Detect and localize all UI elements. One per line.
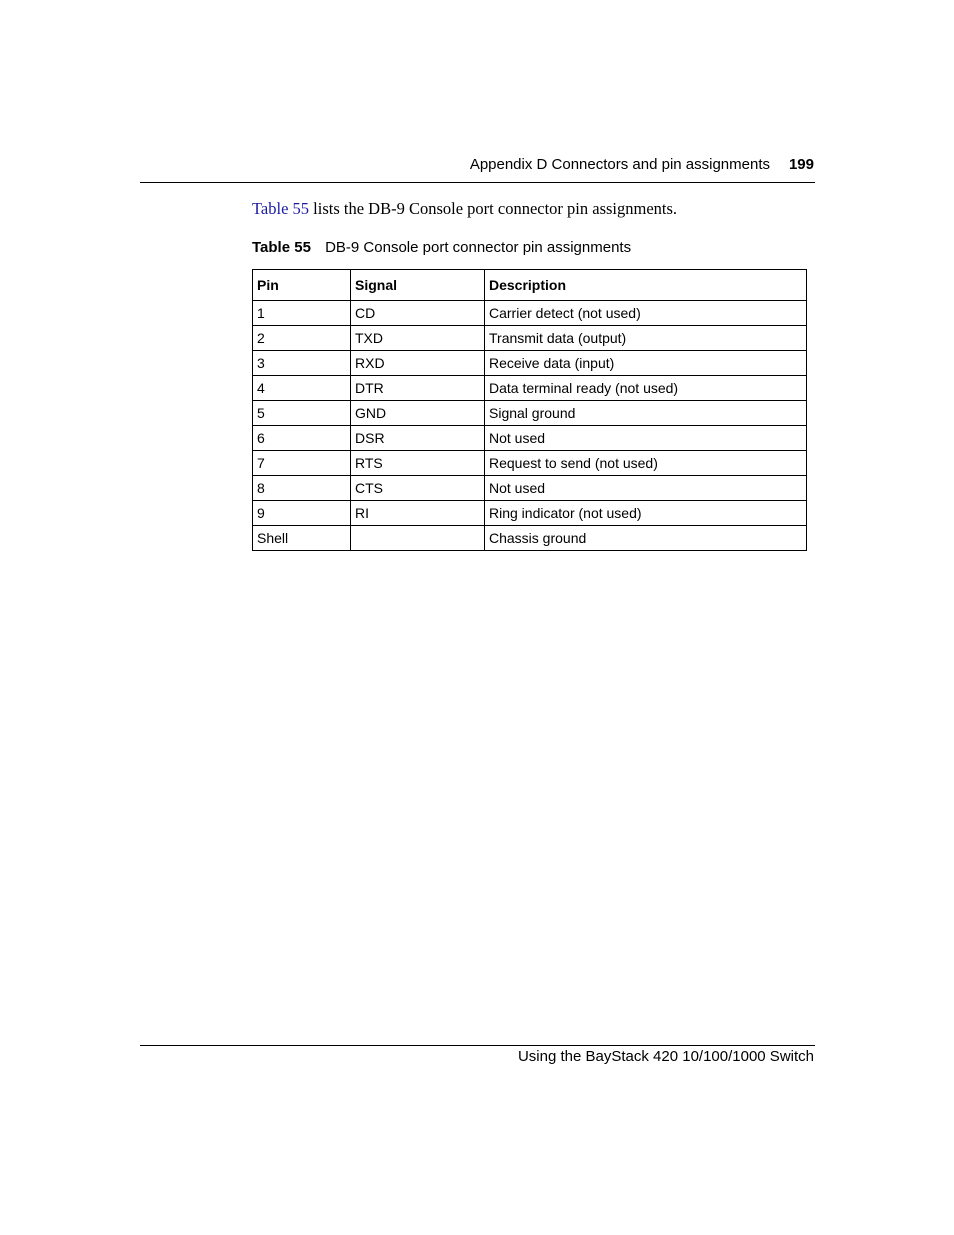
table-row — [253, 451, 807, 476]
column-header-pin: Pin — [253, 270, 351, 301]
signal-cell: DTR — [351, 376, 485, 401]
table-reference-link[interactable]: Table 55 — [252, 199, 310, 218]
pin-cell: 6 — [253, 426, 351, 451]
description-cell: Not used — [485, 426, 807, 451]
table-caption-label: Table 55 — [252, 239, 311, 256]
page-footer — [140, 1045, 815, 1065]
table-row — [253, 301, 807, 326]
signal-cell — [351, 526, 485, 551]
signal-cell: RXD — [351, 351, 485, 376]
intro-text: lists the DB-9 Console port connector pin assignments. — [309, 199, 678, 218]
description-cell: Chassis ground — [485, 526, 807, 551]
pin-cell: 4 — [253, 376, 351, 401]
column-header-description: Description — [485, 270, 807, 301]
signal-cell: RI — [351, 501, 485, 526]
pin-cell: 3 — [253, 351, 351, 376]
header-title: Appendix D Connectors and pin assignments — [469, 156, 770, 173]
pin-cell: 2 — [253, 326, 351, 351]
table-row — [253, 351, 807, 376]
pin-cell: 5 — [253, 401, 351, 426]
description-cell: Receive data (input) — [485, 351, 807, 376]
description-cell: Carrier detect (not used) — [485, 301, 807, 326]
signal-cell: GND — [351, 401, 485, 426]
pin-cell: Shell — [253, 526, 351, 551]
signal-cell: TXD — [351, 326, 485, 351]
table-row — [253, 476, 807, 501]
signal-cell: CD — [351, 301, 485, 326]
description-cell: Data terminal ready (not used) — [485, 376, 807, 401]
signal-cell: RTS — [351, 451, 485, 476]
description-cell: Ring indicator (not used) — [485, 501, 807, 526]
table-caption — [252, 239, 631, 256]
description-cell: Not used — [485, 476, 807, 501]
footer-book-title: Using the BayStack 420 10/100/1000 Switch — [517, 1048, 814, 1065]
table-row — [253, 401, 807, 426]
signal-cell: CTS — [351, 476, 485, 501]
table-caption-title: DB-9 Console port connector pin assignments — [325, 239, 632, 256]
table-row — [253, 326, 807, 351]
pin-cell: 9 — [253, 501, 351, 526]
description-cell: Request to send (not used) — [485, 451, 807, 476]
page-header — [140, 155, 815, 183]
description-cell: Signal ground — [485, 401, 807, 426]
intro-paragraph — [252, 199, 677, 219]
pin-cell: 7 — [253, 451, 351, 476]
pin-cell: 8 — [253, 476, 351, 501]
description-cell: Transmit data (output) — [485, 326, 807, 351]
table-header-row — [253, 270, 807, 301]
table-row — [253, 426, 807, 451]
table-row — [253, 526, 807, 551]
column-header-signal: Signal — [351, 270, 485, 301]
table-row — [253, 501, 807, 526]
pin-cell: 1 — [253, 301, 351, 326]
pin-assignment-table — [252, 269, 807, 551]
table-row — [253, 376, 807, 401]
signal-cell: DSR — [351, 426, 485, 451]
page-number: 199 — [788, 156, 814, 173]
